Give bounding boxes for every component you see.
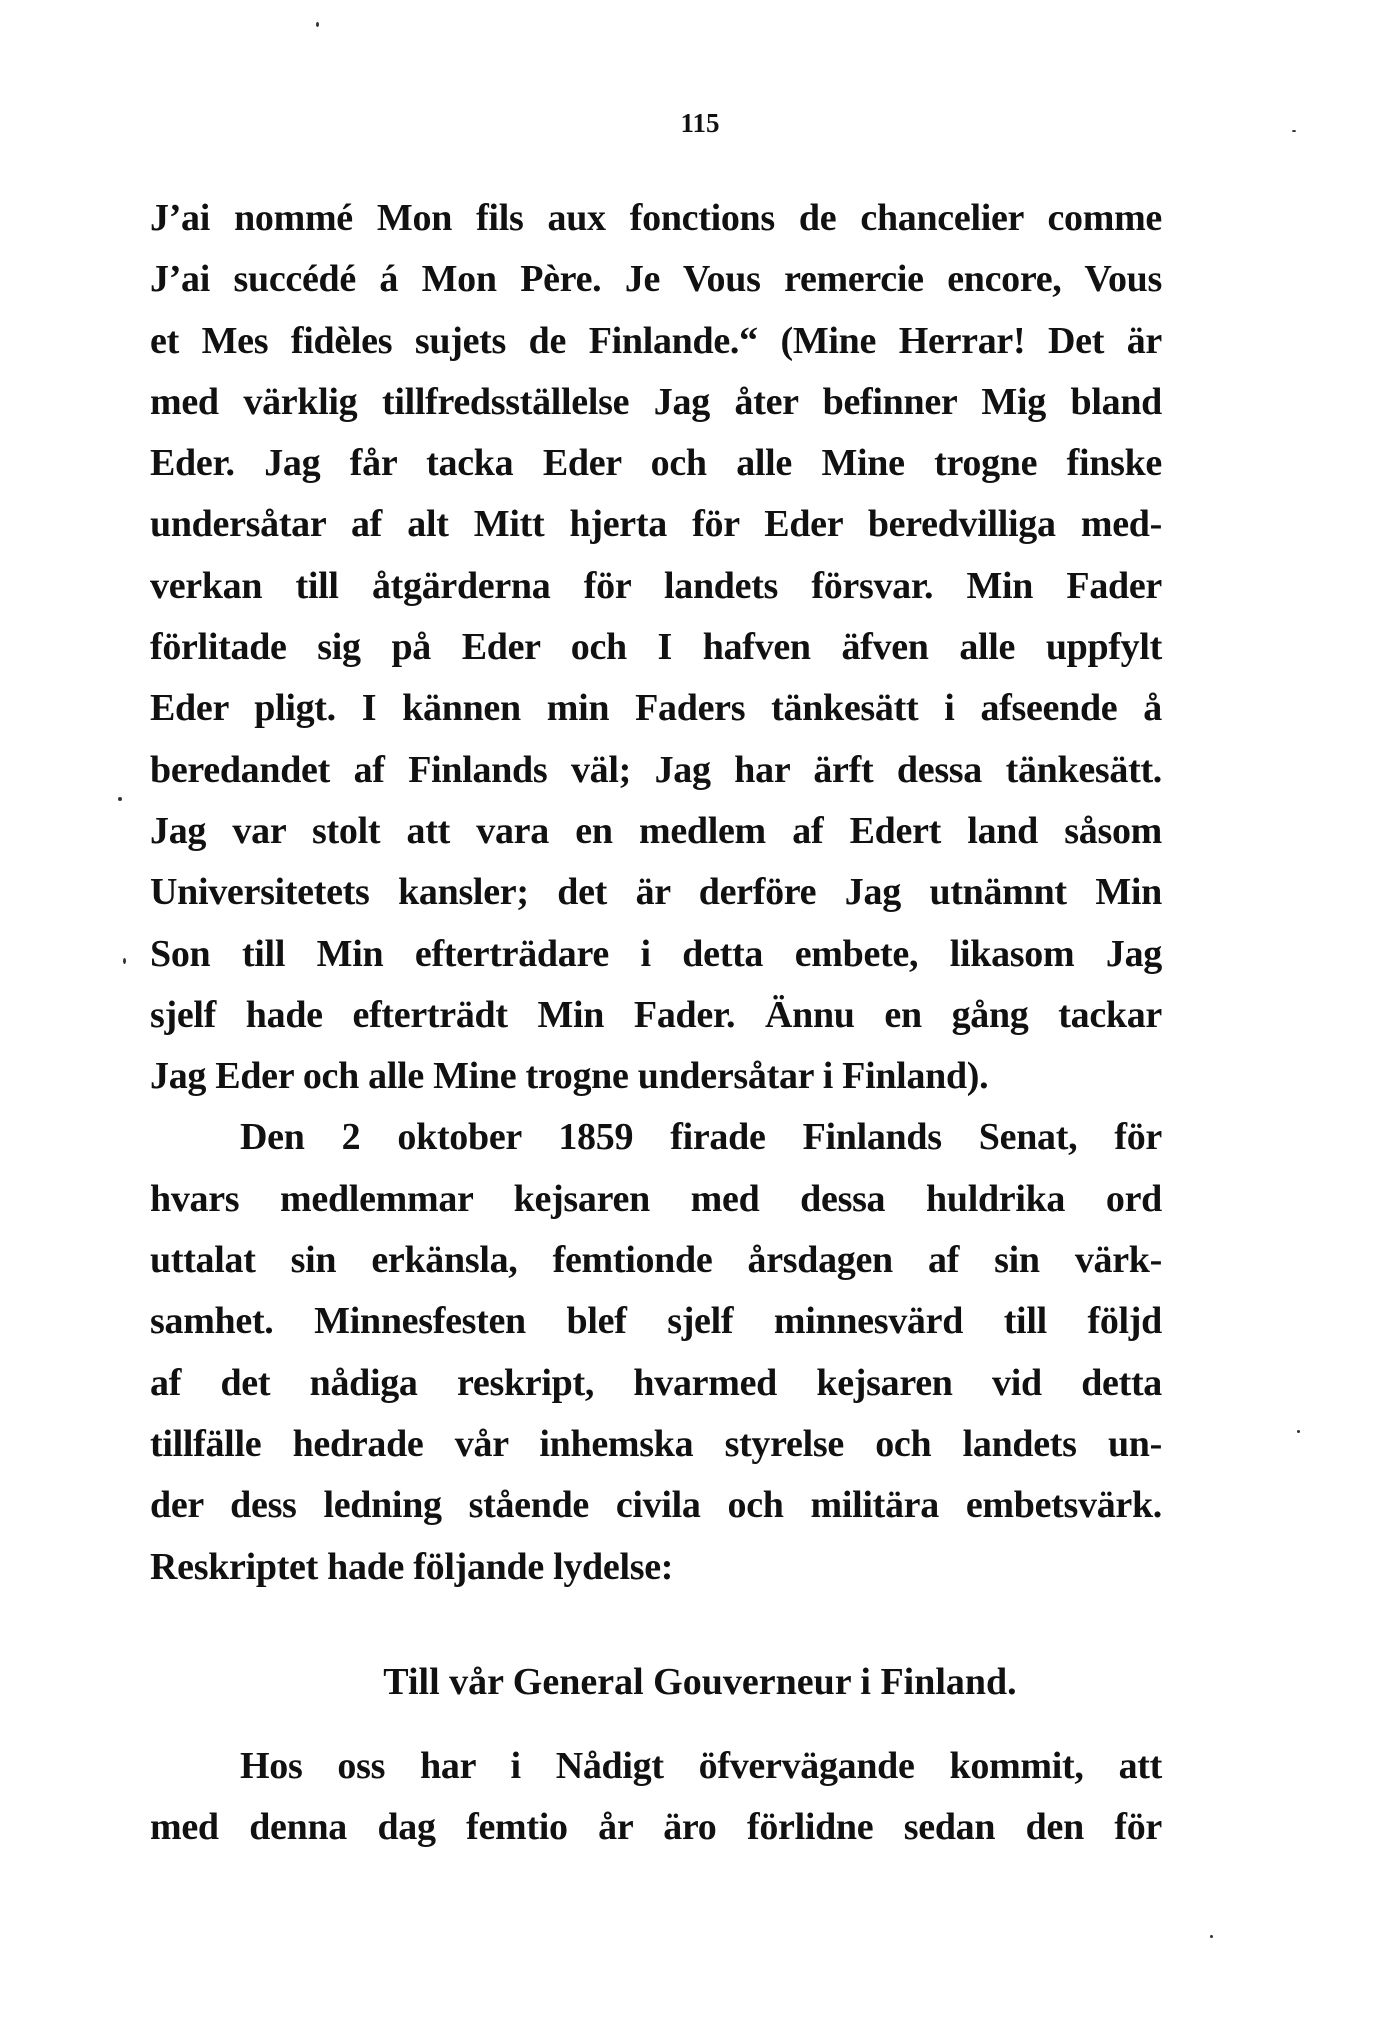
text-line: Universitetets kansler; det är derföre Jag utnämnt Min <box>150 871 1162 914</box>
print-speck <box>1210 1935 1213 1938</box>
text-line: Eder. Jag får tacka Eder och alle Mine trogne finske <box>150 442 1162 485</box>
text-line: J’ai nommé Mon fils aux fonctions de chancelier comme <box>150 197 1162 239</box>
print-speck <box>1292 130 1296 132</box>
text-line: samhet. Minnesfesten blef sjelf minnesvärd till följd <box>150 1300 1162 1343</box>
text-line: Den 2 oktober 1859 firade Finlands Senat, för <box>240 1116 1162 1159</box>
body-text <box>150 188 1162 1598</box>
text-line: af det nådiga reskript, hvarmed kejsaren vid detta <box>150 1361 1162 1404</box>
text-line: beredandet af Finlands väl; Jag har ärft dessa tänkesätt. <box>150 748 1162 791</box>
text-line: förlitade sig på Eder och I hafven äfven alle uppfylt <box>150 626 1162 669</box>
text-line: uttalat sin erkänsla, femtionde årsdagen af sin värk- <box>150 1239 1162 1282</box>
print-speck <box>123 958 126 964</box>
text-line: verkan till åtgärderna för landets försvar. Min Fader <box>150 564 1162 607</box>
text-line: Jag var stolt att vara en medlem af Edert land såsom <box>150 809 1162 852</box>
text-line: et Mes fidèles sujets de Finlande.“ (Mine Herrar! Det är <box>150 319 1162 362</box>
text-line: Hos oss har i Nådigt öfvervägande kommit, att <box>240 1745 1162 1787</box>
body-text-continued <box>150 1736 1162 1859</box>
print-speck <box>316 22 319 27</box>
text-line: hvars medlemmar kejsaren med dessa huldrika ord <box>150 1177 1162 1220</box>
text-line: der dess ledning stående civila och militära embetsvärk. <box>150 1484 1162 1527</box>
text-line: Jag Eder och alle Mine trogne undersåtar i Finland). <box>150 1055 989 1098</box>
text-line: med denna dag femtio år äro förlidne sedan den för <box>150 1806 1162 1849</box>
print-speck <box>118 797 122 801</box>
text-line: Reskriptet hade följande lydelse: <box>150 1545 674 1588</box>
text-line: Eder pligt. I kännen min Faders tänkesätt i afseende å <box>150 687 1162 730</box>
text-line: tillfälle hedrade vår inhemska styrelse och landets un- <box>150 1422 1162 1465</box>
text-line: J’ai succédé á Mon Père. Je Vous remercie encore, Vous <box>150 258 1162 301</box>
text-line: med värklig tillfredsställelse Jag åter befinner Mig bland <box>150 380 1162 423</box>
print-speck <box>1297 1430 1300 1433</box>
text-line: undersåtar af alt Mitt hjerta för Eder beredvilliga med- <box>150 503 1162 546</box>
text-line: sjelf hade efterträdt Min Fader. Ännu en gång tackar <box>150 993 1162 1036</box>
page-number: 115 <box>680 108 720 138</box>
rescript-heading: Till vår General Gouverneur i Finland. <box>383 1661 1017 1703</box>
text-line: Son till Min efterträdare i detta embete, likasom Jag <box>150 932 1162 975</box>
